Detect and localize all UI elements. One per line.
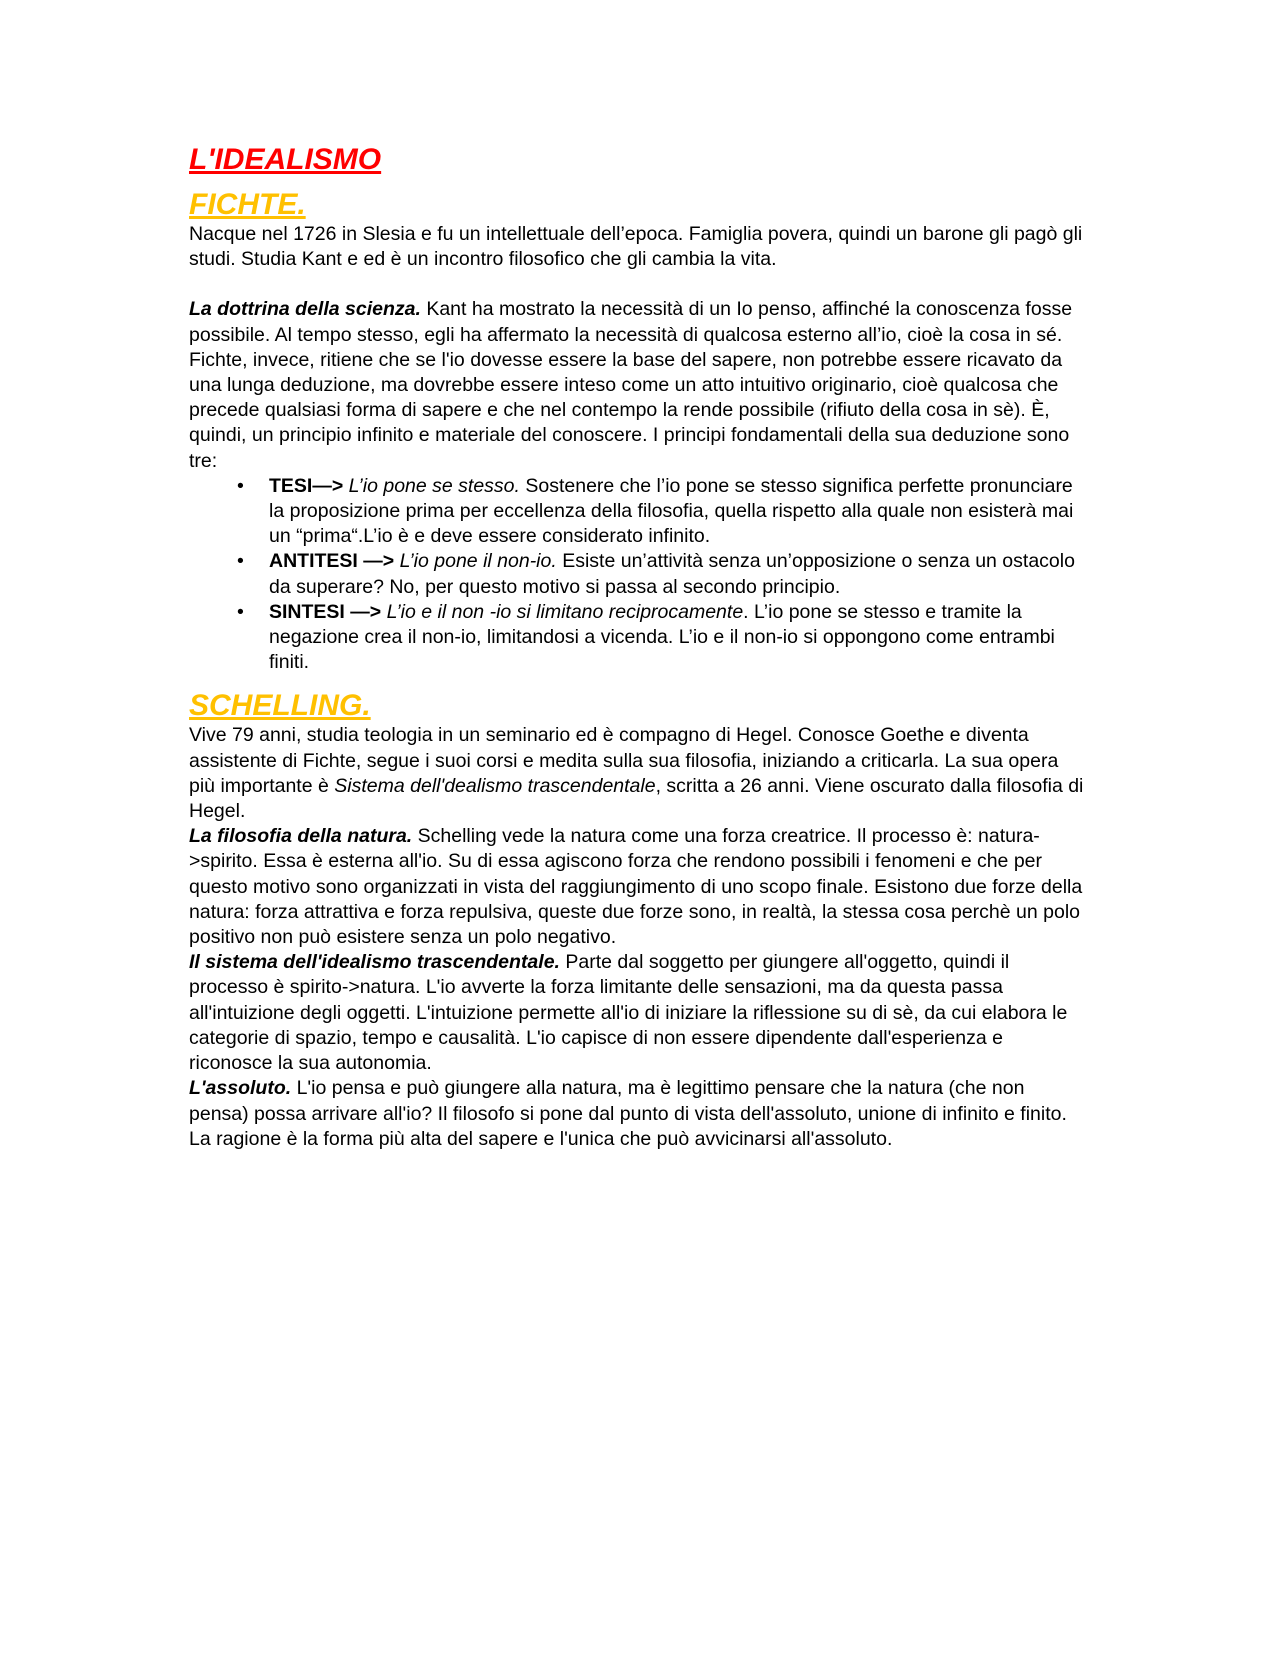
bullet-icon: • xyxy=(237,474,244,497)
principle-label: SINTESI —> xyxy=(269,600,382,623)
assoluto-paragraph xyxy=(189,1076,1089,1152)
schelling-intro-text-end: , scritta a 26 anni. Viene oscurato dalla filosofia di Hegel. xyxy=(189,774,1084,823)
principle-text: Sostenere che l’io pone se stesso significa perfette pronunciare la proposizione prima per eccellenza della filosofia, quella rispetto alla quale non esisterà mai un “prima“.L’io è e deve essere considerato infinito. xyxy=(269,474,1074,548)
document-page xyxy=(189,140,1089,1152)
sistema-lead: Il sistema dell'idealismo trascendentale. xyxy=(189,951,560,974)
fichte-intro-paragraph: Nacque nel 1726 in Slesia e fu un intellettuale dell’epoca. Famiglia povera, quindi un barone gli pagò gli studi. Studia Kant e ed è un incontro filosofico che gli cambia la vita. xyxy=(189,223,1083,271)
sistema-paragraph xyxy=(189,950,1089,1076)
document-title: L'IDEALISMO xyxy=(189,143,382,176)
bullet-icon: • xyxy=(237,550,244,573)
principle-label: ANTITESI —> xyxy=(269,550,395,573)
list-item-sintesi xyxy=(237,600,1089,676)
principle-label: TESI—> xyxy=(269,474,344,497)
list-item-tesi xyxy=(237,474,1089,550)
schelling-work-title: Sistema dell'dealismo trascendentale xyxy=(334,774,656,797)
bullet-icon: • xyxy=(237,600,244,623)
natura-paragraph xyxy=(189,824,1089,950)
natura-lead: La filosofia della natura. xyxy=(189,825,413,848)
principle-statement: L’io pone il non-io. xyxy=(399,550,557,573)
paragraph-spacer xyxy=(189,272,1089,297)
dottrina-text: Kant ha mostrato la necessità di un Io penso, affinché la conoscenza fosse possibile. Al tempo stesso, egli ha affermato la necessità di qualcosa esterno all’io, cioè la cosa in sé. Fichte, invece, ritiene che se l'io dovesse essere la base del sapere, non potrebbe essere ricavato da una lunga deduzione, ma dovrebbe essere inteso come un atto intuitivo originario, cioè qualcosa che precede qualsiasi forma di sapere e che nel contempo la rende possibile (rifiuto della cosa in sè). È, quindi, un principio infinito e materiale del conoscere. I principi fondamentali della sua deduzione sono tre: xyxy=(189,298,1073,472)
principle-text: . L’io pone se stesso e tramite la negazione crea il non-io, limitandosi a vicenda. L’io e il non-io si oppongono come entrambi finiti. xyxy=(269,600,1055,674)
principle-statement: L’io pone se stesso. xyxy=(348,474,520,497)
dottrina-paragraph xyxy=(189,297,1089,473)
principle-statement: L’io e il non -io si limitano reciprocamente xyxy=(386,600,744,623)
section-heading-fichte: FICHTE. xyxy=(189,188,306,221)
section-heading-schelling: SCHELLING. xyxy=(189,689,371,723)
schelling-intro-paragraph xyxy=(189,723,1089,824)
principles-list xyxy=(189,474,1089,676)
schelling-intro-text: Vive 79 anni, studia teologia in un seminario ed è compagno di Hegel. Conosce Goethe e diventa assistente di Fichte, segue i suoi corsi e medita sulla sua filosofia, iniziando a criticarla. La sua opera più importante è xyxy=(189,724,1059,797)
list-item-antitesi xyxy=(237,549,1089,599)
principle-text: Esiste un’attività senza un’opposizione o senza un ostacolo da superare? No, per questo motivo si passa al secondo principio. xyxy=(269,550,1075,598)
assoluto-lead: L'assoluto. xyxy=(189,1077,292,1100)
assoluto-text: L'io pensa e può giungere alla natura, ma è legittimo pensare che la natura (che non pensa) possa arrivare all'io? Il filosofo si pone dal punto di vista dell'assoluto, unione di infinito e finito. La ragione è la forma più alta del sapere e l'unica che può avvicinarsi all'assoluto. xyxy=(189,1077,1067,1150)
sistema-text: Parte dal soggetto per giungere all'oggetto, quindi il processo è spirito->natura. L'io avverte la forza limitante delle sensazioni, ma da questa passa all'intuizione degli oggetti. L'intuizione permette all'io di iniziare la riflessione su di sè, da cui elabora le categorie di spazio, tempo e causalità. L'io capisce di non essere dipendente dall'esperienza e riconosce la sua autonomia. xyxy=(189,951,1068,1075)
dottrina-lead: La dottrina della scienza. xyxy=(189,298,421,321)
natura-text: Schelling vede la natura come una forza creatrice. Il processo è: natura->spirito. Essa è esterna all'io. Su di essa agiscono forza che rendono possibili i fenomeni e che per questo motivo sono organizzati in vista del raggiungimento di uno scopo finale. Esistono due forze della natura: forza attrattiva e forza repulsiva, queste due forze sono, in realtà, la stessa cosa perchè un polo positivo non può esistere senza un polo negativo. xyxy=(189,825,1083,949)
